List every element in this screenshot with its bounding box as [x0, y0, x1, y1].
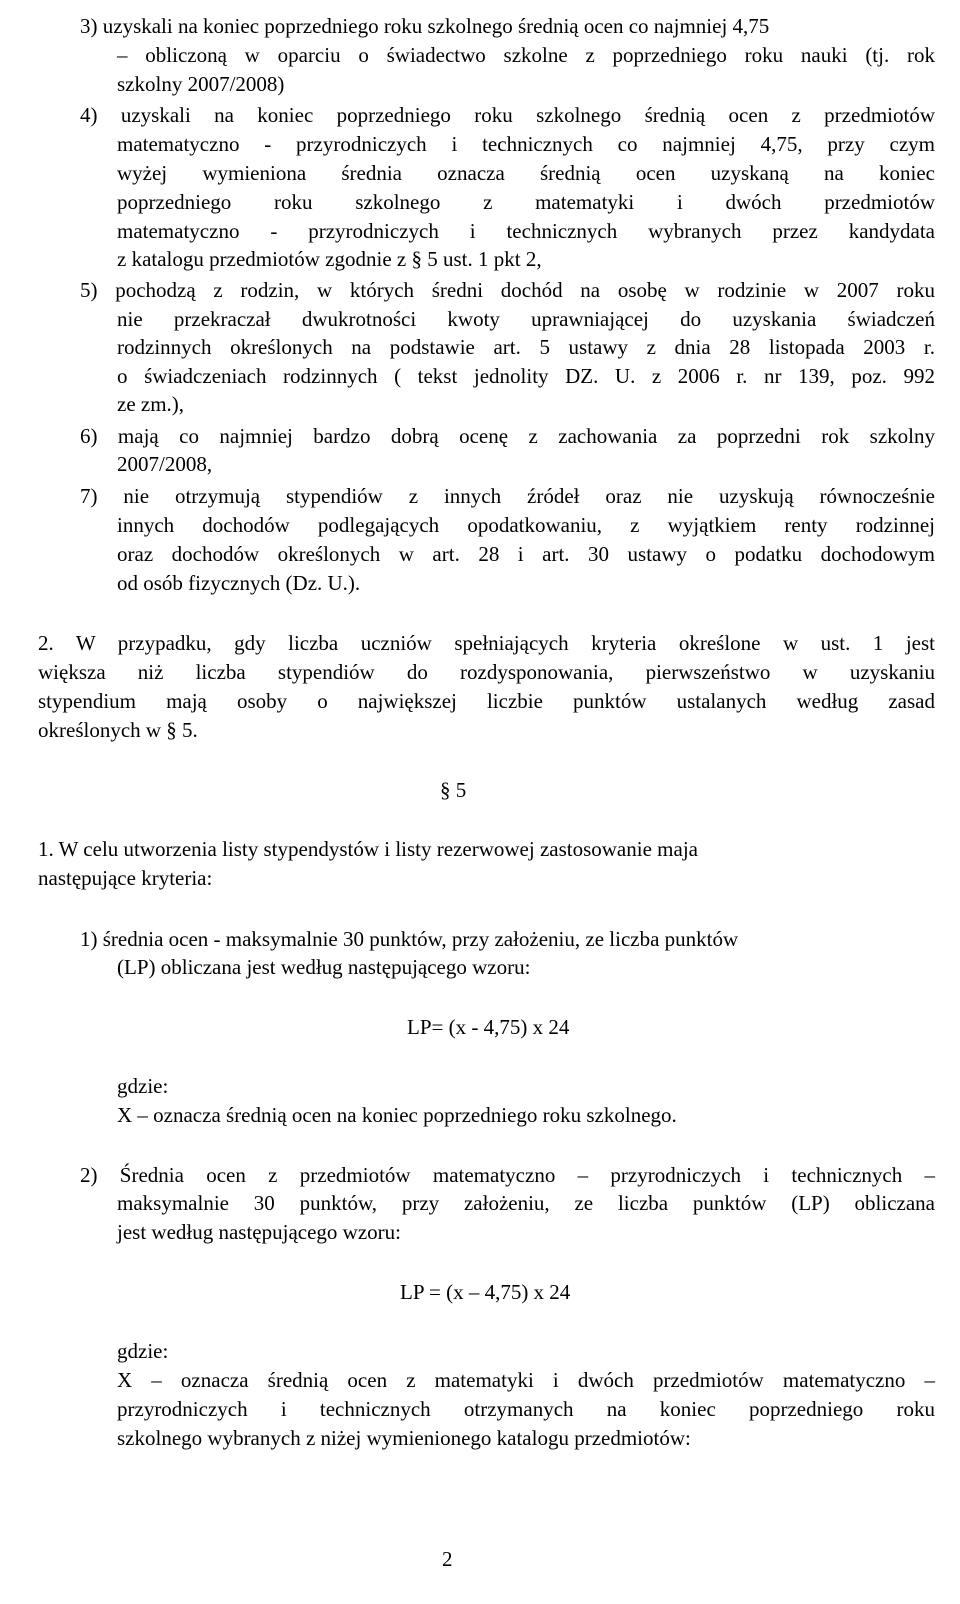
text-line: LP = (x – 4,75) x 24 [400, 1280, 571, 1304]
text-line: szkolny 2007/2008) [117, 72, 285, 96]
text-line: stypendium mają osoby o największej liczbie punktów ustalanych według zasad [38, 689, 935, 713]
text-line: matematyczno - przyrodniczych i technicznych wybranych przez kandydata [117, 219, 935, 243]
text-line: szkolnego wybranych z niżej wymienionego katalogu przedmiotów: [117, 1426, 691, 1450]
text-line: gdzie: [117, 1074, 169, 1098]
page-number: 2 [442, 1547, 453, 1571]
text-line: § 5 [440, 778, 467, 802]
text-line: określonych w § 5. [38, 718, 198, 742]
text-line: poprzedniego roku szkolnego z matematyki i dwóch przedmiotów [117, 190, 935, 214]
text-line: 3) uzyskali na koniec poprzedniego roku szkolnego średnią ocen co najmniej 4,75 [80, 14, 770, 38]
text-line: rodzinnych określonych na podstawie art. 5 ustawy z dnia 28 listopada 2003 r. [117, 335, 935, 359]
text-line: X – oznacza średnią ocen na koniec poprzedniego roku szkolnego. [117, 1103, 677, 1127]
text-line: 7) nie otrzymują stypendiów z innych źródeł oraz nie uzyskują równocześnie [80, 484, 935, 508]
text-line: następujące kryteria: [38, 866, 213, 890]
text-line: 2) Średnia ocen z przedmiotów matematyczno – przyrodniczych i technicznych – [80, 1163, 935, 1187]
text-line: 2007/2008, [117, 452, 213, 476]
text-line: oraz dochodów określonych w art. 28 i art. 30 ustawy o podatku dochodowym [117, 542, 935, 566]
text-line: 6) mają co najmniej bardzo dobrą ocenę z zachowania za poprzedni rok szkolny [80, 424, 935, 448]
text-line: 5) pochodzą z rodzin, w których średni dochód na osobę w rodzinie w 2007 roku [80, 278, 935, 302]
text-line: wyżej wymieniona średnia oznacza średnią ocen uzyskaną na koniec [117, 161, 935, 185]
text-line: matematyczno - przyrodniczych i technicznych co najmniej 4,75, przy czym [117, 132, 935, 156]
text-line: ze zm.), [117, 392, 185, 416]
text-line: (LP) obliczana jest według następującego wzoru: [117, 955, 531, 979]
text-line: jest według następującego wzoru: [117, 1220, 401, 1244]
text-line: 1. W celu utworzenia listy stypendystów i listy rezerwowej zastosowanie maja [38, 837, 698, 861]
text-line: X – oznacza średnią ocen z matematyki i dwóch przedmiotów matematyczno – [117, 1368, 935, 1392]
text-line: maksymalnie 30 punktów, przy założeniu, ze liczba punktów (LP) obliczana [117, 1191, 935, 1215]
text-line: od osób fizycznych (Dz. U.). [117, 571, 361, 595]
text-line: 4) uzyskali na koniec poprzedniego roku szkolnego średnią ocen z przedmiotów [80, 103, 935, 127]
text-line: przyrodniczych i technicznych otrzymanych na koniec poprzedniego roku [117, 1397, 935, 1421]
text-line: nie przekraczał dwukrotności kwoty uprawniającej do uzyskania świadczeń [117, 307, 935, 331]
text-line: 1) średnia ocen - maksymalnie 30 punktów, przy założeniu, ze liczba punktów [80, 927, 739, 951]
text-line: innych dochodów podlegających opodatkowaniu, z wyjątkiem renty rodzinnej [117, 513, 935, 537]
text-line: z katalogu przedmiotów zgodnie z § 5 ust. 1 pkt 2, [117, 247, 542, 271]
text-line: o świadczeniach rodzinnych ( tekst jednolity DZ. U. z 2006 r. nr 139, poz. 992 [117, 364, 935, 388]
text-line: – obliczoną w oparciu o świadectwo szkolne z poprzedniego roku nauki (tj. rok [117, 43, 935, 67]
text-line: LP= (x - 4,75) x 24 [407, 1015, 570, 1039]
text-line: 2. W przypadku, gdy liczba uczniów spełniających kryteria określone w ust. 1 jest [38, 631, 935, 655]
text-line: większa niż liczba stypendiów do rozdysponowania, pierwszeństwo w uzyskaniu [38, 660, 935, 684]
text-line: gdzie: [117, 1339, 169, 1363]
